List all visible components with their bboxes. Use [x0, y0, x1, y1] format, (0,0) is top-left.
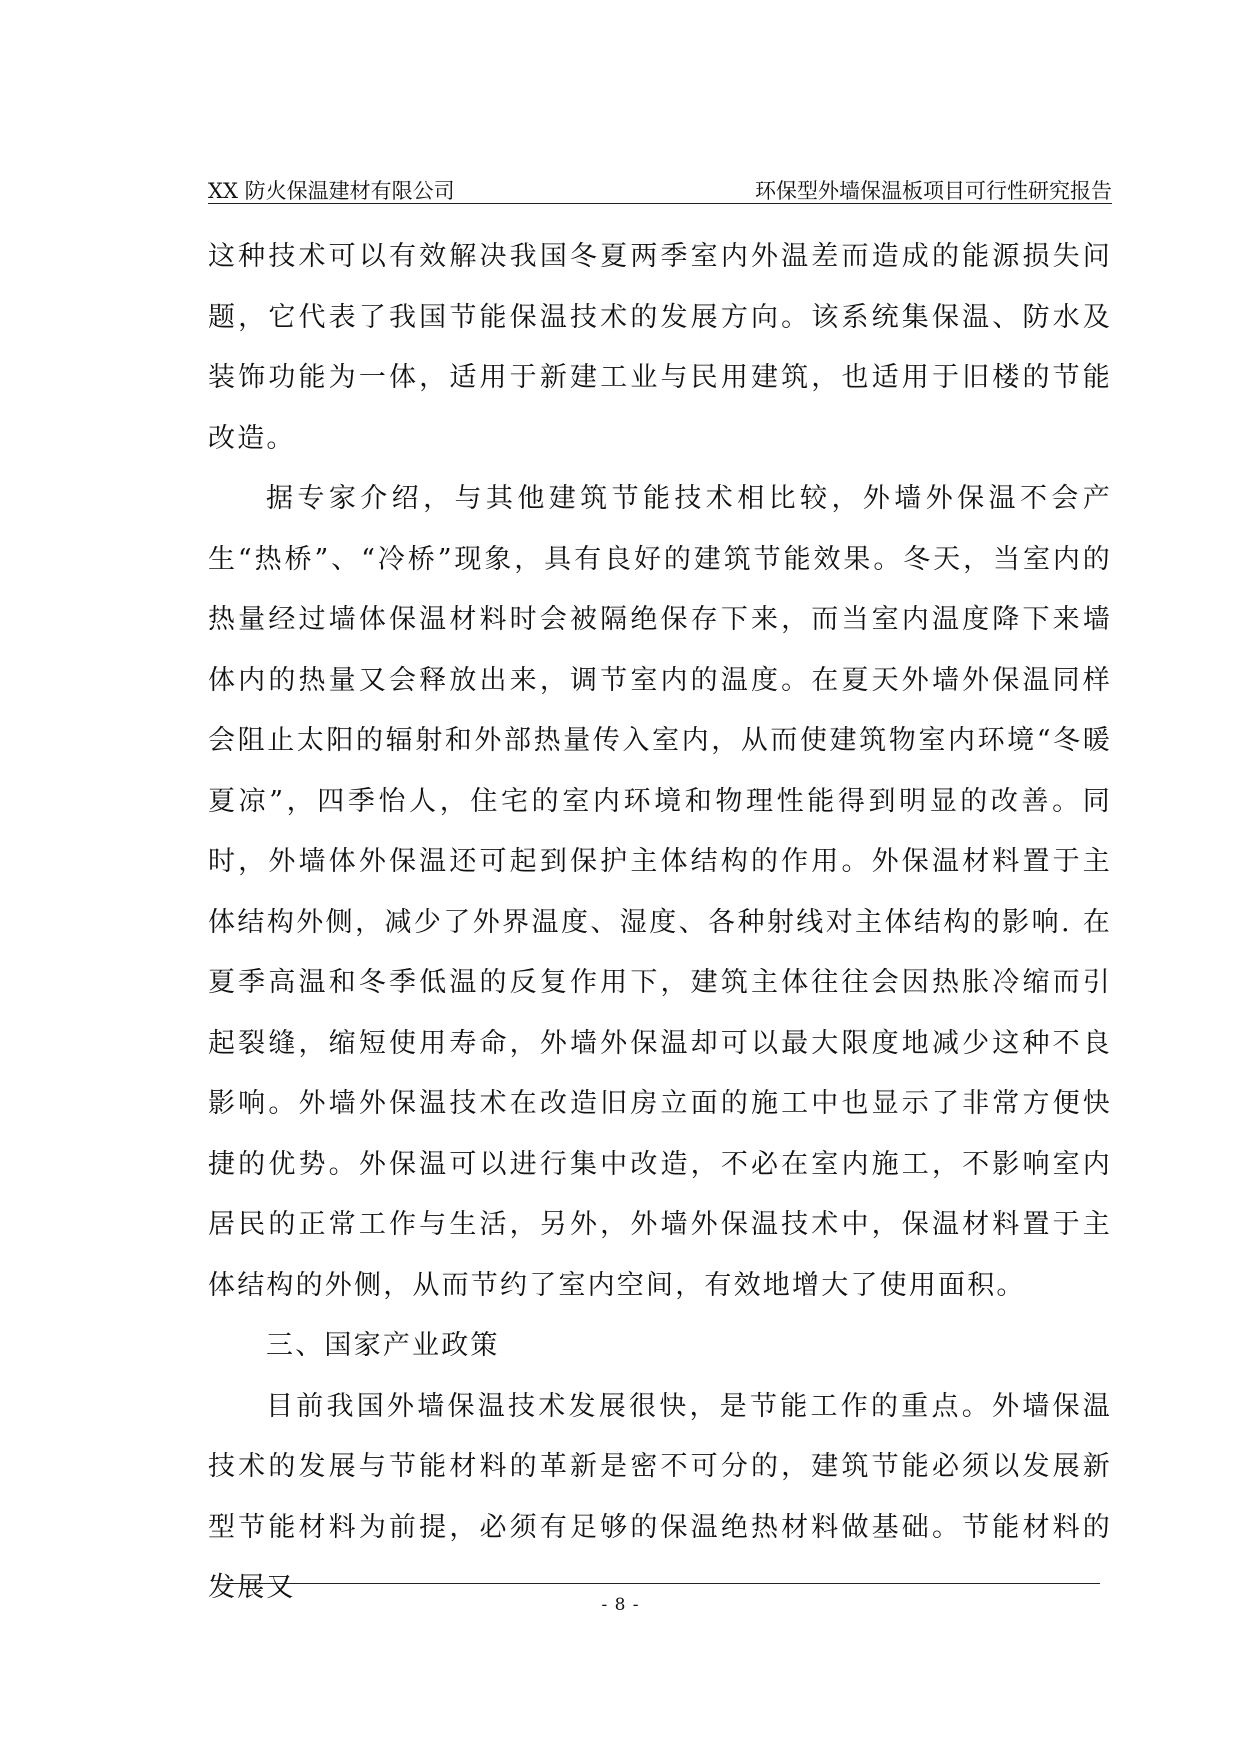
paragraph-continuation: 这种技术可以有效解决我国冬夏两季室内外温差而造成的能源损失问题，它代表了我国节能保温技术的发展方向。该系统集保温、防水及装饰功能为一体，适用于新建工业与民用建筑，也适用于旧楼的节能改造。 [208, 241, 1112, 454]
page-header [208, 176, 1112, 206]
header-divider [208, 203, 1112, 204]
paragraph-expert-intro: 据专家介绍，与其他建筑节能技术相比较，外墙外保温不会产生“热桥”、“冷桥”现象，具有良好的建筑节能效果。冬天，当室内的热量经过墙体保温材料时会被隔绝保存下来，而当室内温度降下来墙体内的热量又会释放出来，调节室内的温度。在夏天外墙外保温同样会阻止太阳的辐射和外部热量传入室内，从而使建筑物室内环境“冬暖夏凉”，四季怡人，住宅的室内环境和物理性能得到明显的改善。同时，外墙体外保温还可起到保护主体结构的作用。外保温材料置于主体结构外侧，减少了外界温度、湿度、各种射线对主体结构的影响. 在夏季高温和冬季低温的反复作用下，建筑主体往往会因热胀冷缩而引起裂缝，缩短使用寿命，外墙外保温却可以最大限度地减少这种不良影响。外墙外保温技术在改造旧房立面的施工中也显示了非常方便快捷的优势。外保温可以进行集中改造，不必在室内施工，不影响室内居民的正常工作与生活，另外，外墙外保温技术中，保温材料置于主体结构的外侧，从而节约了室内空间，有效地增大了使用面积。 [208, 483, 1112, 1301]
header-company-name: XX 防火保温建材有限公司 [208, 179, 455, 203]
paragraph-policy: 目前我国外墙保温技术发展很快，是节能工作的重点。外墙保温技术的发展与节能材料的革新是密不可分的，建筑节能必须以发展新型节能材料为前提，必须有足够的保温绝热材料做基础。节能材料的发展又 [208, 1390, 1112, 1603]
footer-divider [226, 1583, 1100, 1584]
body-text [208, 227, 1112, 1619]
page-number: - 8 - [601, 1595, 640, 1615]
section-heading: 三、国家产业政策 [266, 1330, 500, 1361]
header-report-title: 环保型外墙保温板项目可行性研究报告 [755, 179, 1112, 203]
